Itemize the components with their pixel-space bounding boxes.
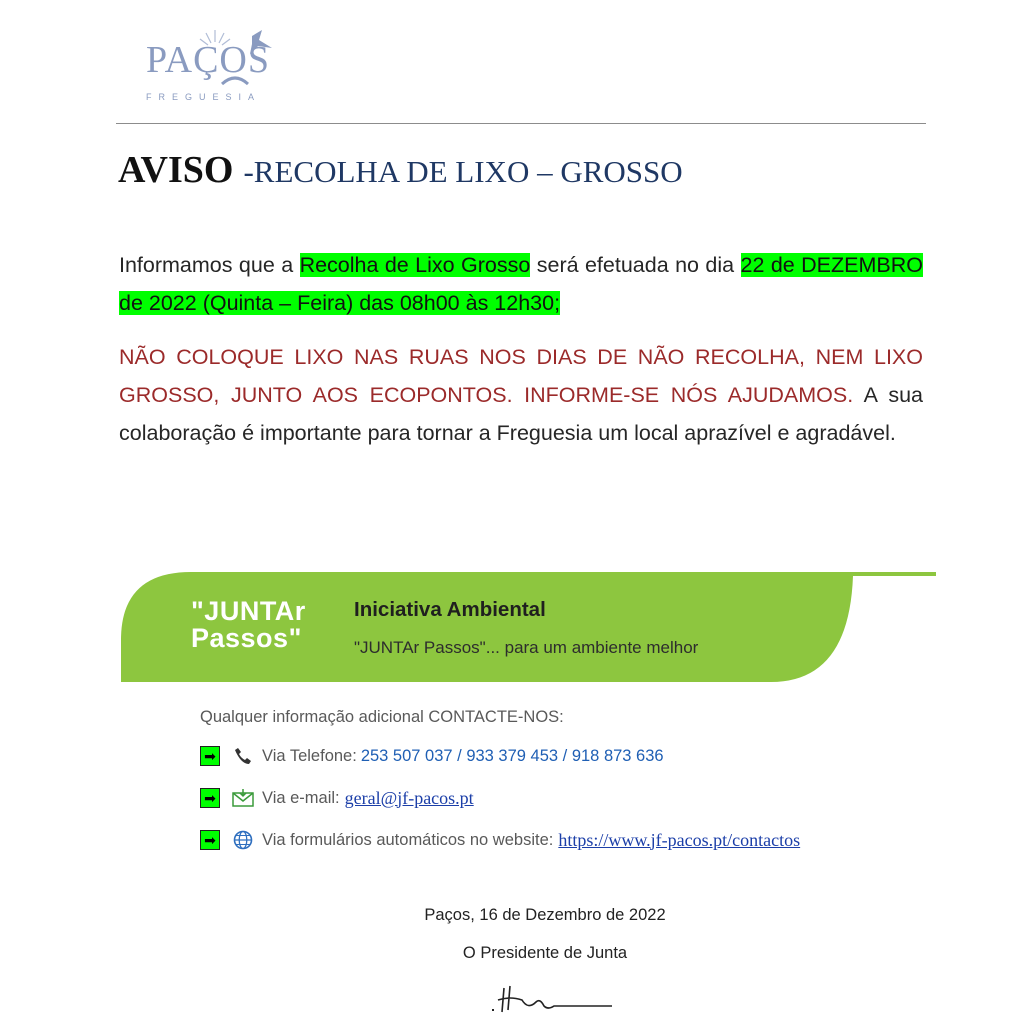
email-label: Via e-mail:: [262, 788, 340, 807]
initiative-slogan: "JUNTAr Passos"... para um ambiente melhor: [354, 638, 699, 657]
arrow-icon: ➡: [200, 746, 220, 766]
title-subtitle: -RECOLHA DE LIXO – GROSSO: [243, 154, 683, 189]
phone-icon: [232, 746, 254, 766]
highlight-date: 22 de DEZEMBRO de 2022 (Quinta – Feira) das 08h00 às 12h30;: [119, 253, 923, 315]
collaboration-text: A sua colaboração é importante para tornar a Freguesia um local aprazível e agradável.: [119, 383, 923, 445]
email-link[interactable]: geral@jf-pacos.pt: [344, 787, 474, 808]
signatory-title: O Presidente de Junta: [462, 944, 628, 962]
logo-text: PAÇOS: [146, 39, 271, 81]
brand-name: [191, 598, 306, 652]
initiative-banner: [121, 570, 936, 682]
arrow-icon: ➡: [200, 830, 220, 850]
phone-label: Via Telefone:: [262, 746, 357, 765]
arrow-icon: ➡: [200, 788, 220, 808]
initiative-title: Iniciativa Ambiental: [354, 598, 546, 621]
freguesia-logo: [140, 26, 285, 110]
warning-paragraph: [119, 338, 923, 452]
email-icon: [232, 788, 254, 808]
signature: [488, 980, 618, 1021]
page-title: [118, 148, 683, 192]
title-aviso: AVISO: [118, 149, 234, 191]
brand-line-1: "JUNTAr: [191, 596, 306, 626]
globe-icon: [232, 830, 254, 850]
announcement-paragraph: [119, 246, 923, 322]
announcement-text-1: Informamos que a: [119, 253, 300, 277]
header-divider: [116, 123, 926, 124]
contact-web-row: [200, 828, 800, 852]
contact-email-row: [200, 786, 474, 810]
date-line: Paços, 16 de Dezembro de 2022: [424, 906, 666, 924]
phone-numbers: 253 507 037 / 933 379 453 / 918 873 636: [360, 746, 664, 765]
website-link[interactable]: https://www.jf-pacos.pt/contactos: [558, 829, 801, 850]
highlight-service: Recolha de Lixo Grosso: [299, 253, 531, 277]
logo-subtitle: FREGUESIA: [146, 92, 262, 102]
warning-text: NÃO COLOQUE LIXO NAS RUAS NOS DIAS DE NÃO RECOLHA, NEM LIXO GROSSO, JUNTO AOS ECOPONTOS. INFORME-SE NÓS AJUDAMOS.: [119, 345, 923, 407]
contact-heading: Qualquer informação adicional CONTACTE-NOS:: [200, 708, 564, 726]
brand-line-2: Passos": [191, 623, 302, 653]
web-label: Via formulários automáticos no website:: [262, 830, 554, 849]
announcement-text-2: será efetuada no dia: [530, 253, 741, 277]
contact-phone-row: [200, 744, 664, 768]
